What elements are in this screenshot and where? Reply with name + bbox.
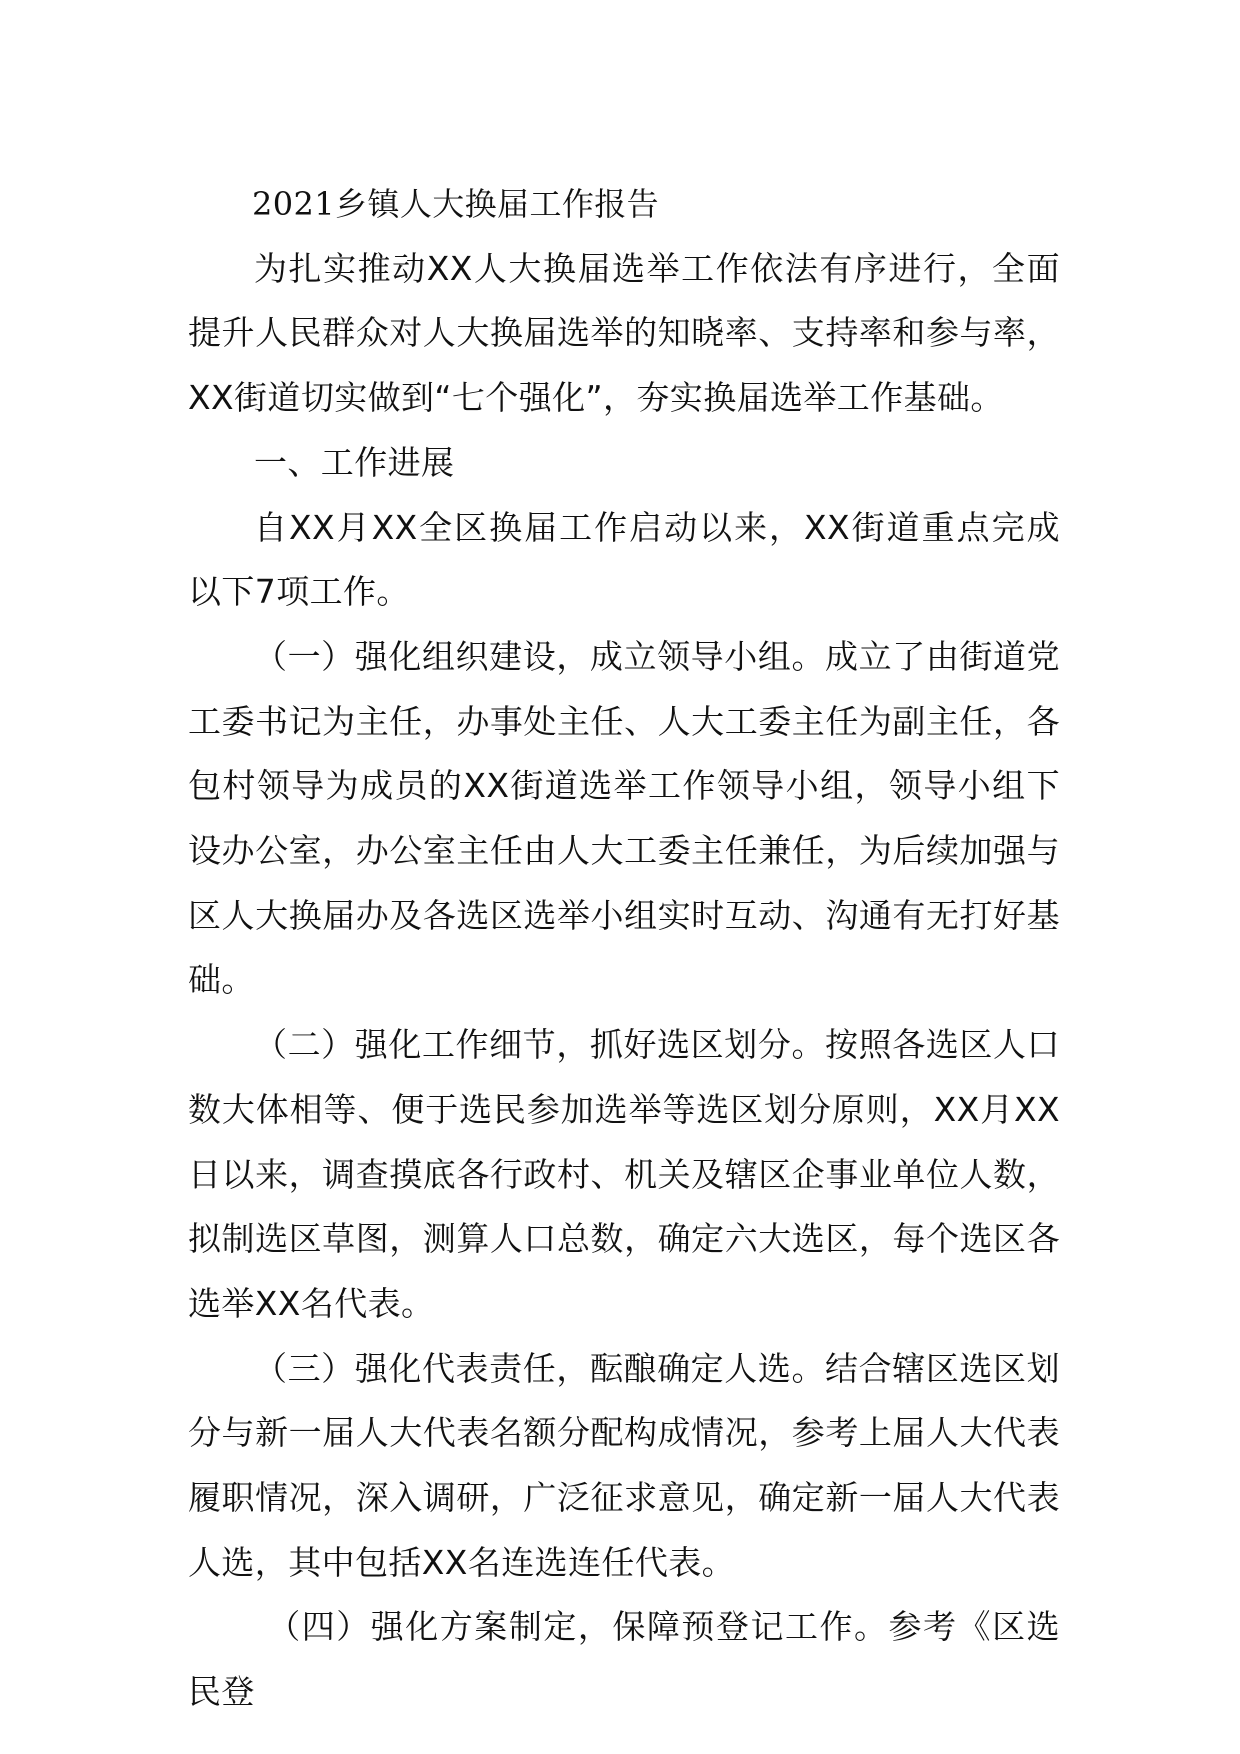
document-body — [188, 172, 1060, 1725]
intro-paragraph: 为扎实推动XX人大换届选举工作依法有序进行，全面提升人民群众对人大换届选举的知晓率、支持率和参与率，XX街道切实做到“七个强化”，夯实换届选举工作基础。 — [188, 248, 1060, 418]
item-2-paragraph: （二）强化工作细节，抓好选区划分。按照各选区人口数大体相等、便于选民参加选举等选区划分原则，XX月XX日以来，调查摸底各行政村、机关及辖区企事业单位人数，拟制选区草图，测算人口总数，确定六大选区，每个选区各选举XX名代表。 — [188, 1025, 1060, 1323]
section-heading-progress: 一、工作进展 — [254, 442, 455, 482]
item-1-paragraph: （一）强化组织建设，成立领导小组。成立了由街道党工委书记为主任，办事处主任、人大工委主任为副主任，各包村领导为成员的XX街道选举工作领导小组，领导小组下设办公室，办公室主任由人大工委主任兼任，为后续加强与区人大换届办及各选区选举小组实时互动、沟通有无打好基础。 — [188, 636, 1060, 1000]
document-title: 2021乡镇人大换届工作报告 — [252, 185, 660, 223]
item-4-paragraph: （四）强化方案制定，保障预登记工作。参考《区选民登 — [188, 1607, 1060, 1712]
item-3-paragraph: （三）强化代表责任，酝酿确定人选。结合辖区选区划分与新一届人大代表名额分配构成情况，参考上届人大代表履职情况，深入调研，广泛征求意见，确定新一届人大代表人选，其中包括XX名连选连任代表。 — [188, 1348, 1060, 1582]
progress-summary-paragraph: 自XX月XX全区换届工作启动以来，XX街道重点完成以下7项工作。 — [188, 507, 1060, 612]
